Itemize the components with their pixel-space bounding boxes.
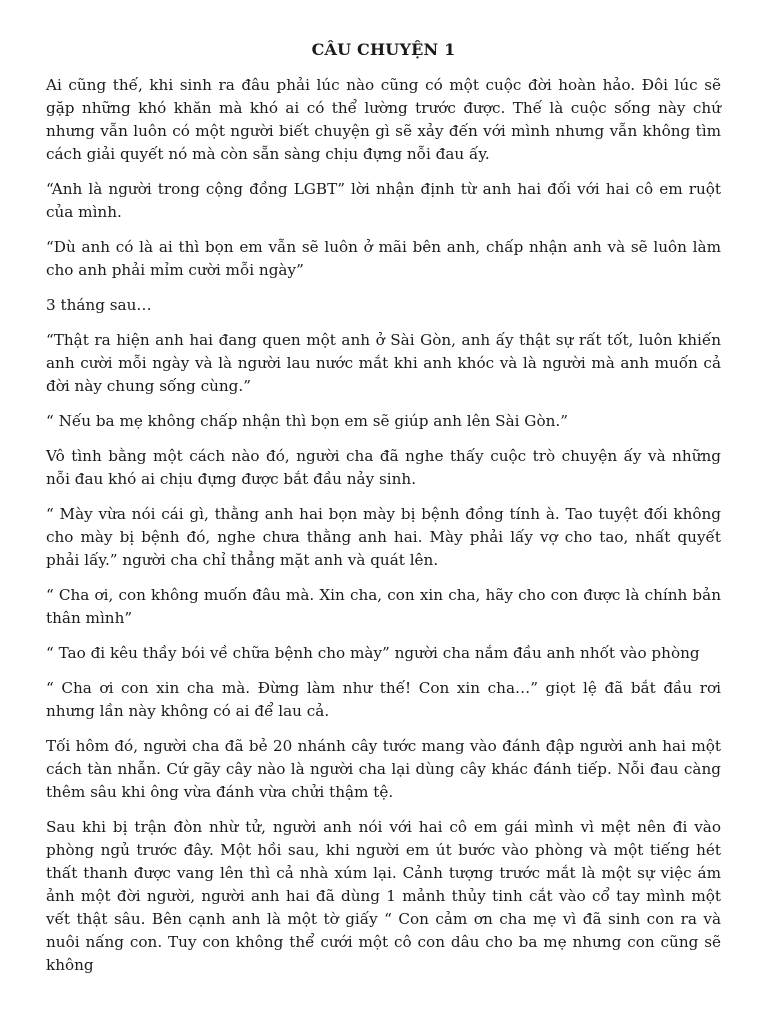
paragraph-quote-saigon: “Thật ra hiện anh hai đang quen một anh ở Sài Gòn, anh ấy thật sự rất tốt, luôn khiến anh cười mỗi ngày và là người lau nước mắt khi anh khóc và là người mà anh muốn cả đời này chung sống cùng.” (46, 331, 721, 395)
paragraph-intro: Ai cũng thế, khi sinh ra đâu phải lúc nào cũng có một cuộc đời hoàn hảo. Đôi lúc sẽ gặp những khó khăn mà khó ai có thể lường trước được. Thế là cuộc sống này chứ nhưng vẫn luôn có một người biết chuyện gì sẽ xảy đến với mình nhưng vẫn không tìm cách giải quyết nó mà còn sẵn sàng chịu đựng nỗi đau ấy. (46, 76, 721, 163)
paragraph-father-shouts: “ Mày vừa nói cái gì, thằng anh hai bọn mày bị bệnh đồng tính à. Tao tuyệt đối không cho mày bị bệnh đó, nghe chưa thằng anh hai. Mày phải lấy vợ cho tao, nhất quyết phải lấy.” người cha chỉ thẳng mặt anh và quát lên. (46, 505, 721, 569)
paragraph-quote-lgbt: “Anh là người trong cộng đồng LGBT” lời nhận định từ anh hai đối với hai cô em ruột của mình. (46, 180, 721, 221)
paragraph-quote-sisters: “Dù anh có là ai thì bọn em vẫn sẽ luôn ở mãi bên anh, chấp nhận anh và sẽ luôn làm cho anh phải mỉm cười mỗi ngày” (46, 238, 721, 279)
paragraph-son-cries: “ Cha ơi con xin cha mà. Đừng làm như thế! Con xin cha…” giọt lệ đã bắt đầu rơi nhưng lần này không có ai để lau cả. (46, 679, 721, 720)
document-page (46, 38, 721, 989)
paragraph-beating: Tối hôm đó, người cha đã bẻ 20 nhánh cây tước mang vào đánh đập người anh hai một cách tàn nhẫn. Cứ gãy cây nào là người cha lại dùng cây khác đánh tiếp. Nỗi đau càng thêm sâu khi ông vừa đánh vừa chửi thậm tệ. (46, 737, 721, 801)
paragraph-father-locks: “ Tao đi kêu thầy bói về chữa bệnh cho mày” người cha nắm đầu anh nhốt vào phòng (46, 644, 700, 662)
paragraph-father-overhears: Vô tình bằng một cách nào đó, người cha đã nghe thấy cuộc trò chuyện ấy và những nỗi đau khó ai chịu đựng được bắt đầu nảy sinh. (46, 447, 721, 488)
paragraph-three-months-later: 3 tháng sau… (46, 296, 152, 314)
story-title: CÂU CHUYỆN 1 (311, 40, 456, 59)
paragraph-son-pleads: “ Cha ơi, con không muốn đâu mà. Xin cha, con xin cha, hãy cho con được là chính bản thân mình” (46, 586, 721, 627)
paragraph-tragedy: Sau khi bị trận đòn nhừ tử, người anh nói với hai cô em gái mình vì mệt nên đi vào phòng ngủ trước đây. Một hồi sau, khi người em út bước vào phòng và một tiếng hét thất thanh được vang lên thì cả nhà xúm lại. Cảnh tượng trước mắt là một sự việc ám ảnh một đời người, người anh hai đã dùng 1 mảnh thủy tinh cắt vào cổ tay mình một vết thật sâu. Bên cạnh anh là một tờ giấy “ Con cảm ơn cha mẹ vì đã sinh con ra và nuôi nấng con. Tuy con không thể cưới một cô con dâu cho ba mẹ nhưng con cũng sẽ không (46, 818, 721, 974)
paragraph-quote-help: “ Nếu ba mẹ không chấp nhận thì bọn em sẽ giúp anh lên Sài Gòn.” (46, 412, 568, 430)
